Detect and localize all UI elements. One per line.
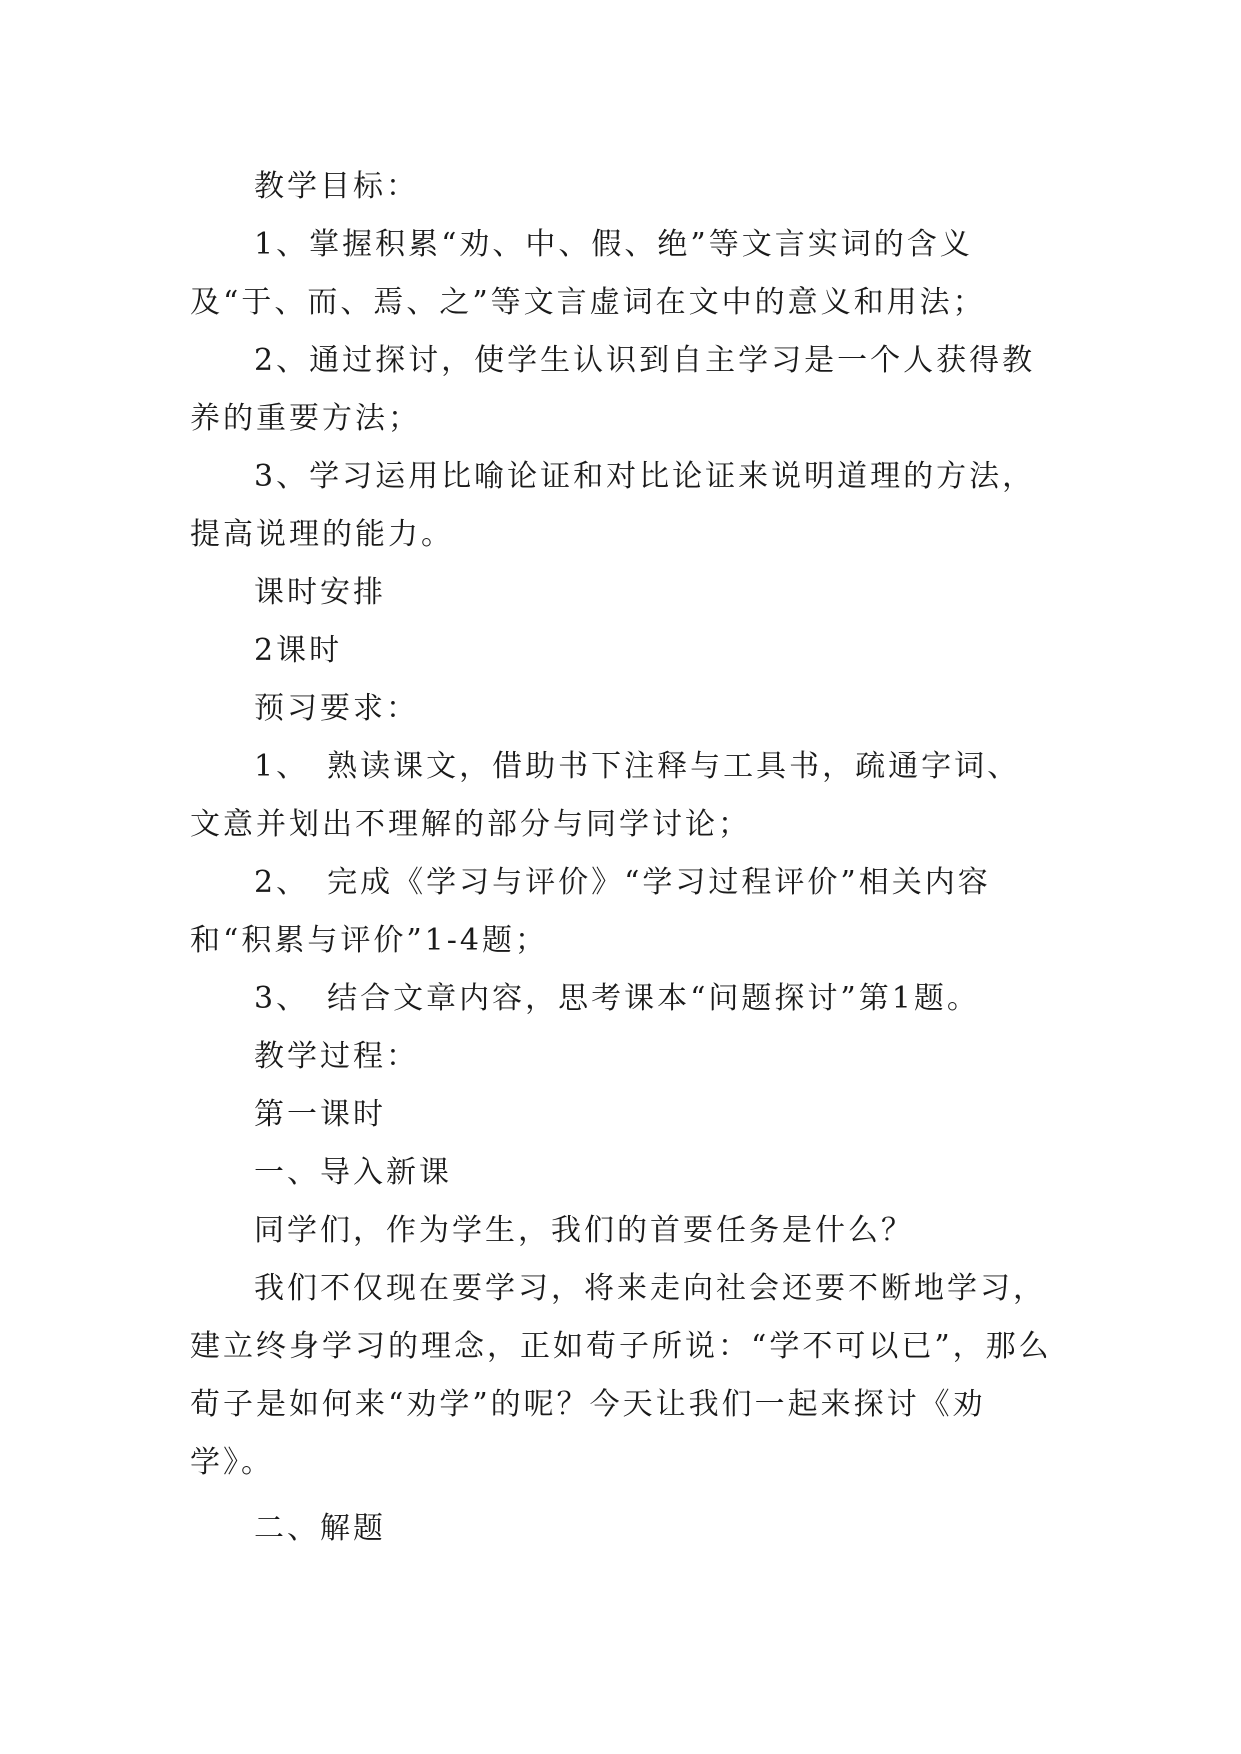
intro-explanation: 我们不仅现在要学习，将来走向社会还要不断地学习，建立终身学习的理念，正如荀子所说：“学不可以已”，那么荀子是如何来“劝学”的呢？今天让我们一起来探讨《劝学》。: [190, 1271, 1052, 1480]
heading-title-explanation: 二、解题: [254, 1511, 386, 1546]
paragraph-spacer: [190, 1492, 1052, 1500]
heading-introduction: 一、导入新课: [254, 1155, 452, 1190]
objective-item-2: 2、通过探讨，使学生认识到自主学习是一个人获得教养的重要方法；: [190, 343, 1036, 436]
preview-item-2: 2、 完成《学习与评价》“学习过程评价”相关内容和“积累与评价”1-4题；: [190, 865, 991, 958]
heading-first-lesson: 第一课时: [254, 1097, 386, 1132]
heading-preview-requirements: 预习要求：: [254, 691, 419, 726]
preview-item-3: 3、 结合文章内容，思考课本“问题探讨”第1题。: [254, 981, 980, 1016]
objective-item-1: 1、掌握积累“劝、中、假、绝”等文言实词的含义及“于、而、焉、之”等文言虚词在文中的意义和用法；: [190, 227, 986, 320]
objective-item-3: 3、学习运用比喻论证和对比论证来说明道理的方法，提高说理的能力。: [190, 459, 1036, 552]
preview-item-1: 1、 熟读课文，借助书下注释与工具书，疏通字词、文意并划出不理解的部分与同学讨论；: [190, 749, 1021, 842]
heading-class-schedule: 课时安排: [254, 575, 386, 610]
document-body: [190, 158, 1052, 1558]
class-hours: 2课时: [254, 633, 343, 668]
heading-teaching-process: 教学过程：: [254, 1039, 419, 1074]
intro-question: 同学们，作为学生，我们的首要任务是什么？: [254, 1213, 914, 1248]
heading-teaching-objectives: 教学目标：: [254, 169, 419, 204]
